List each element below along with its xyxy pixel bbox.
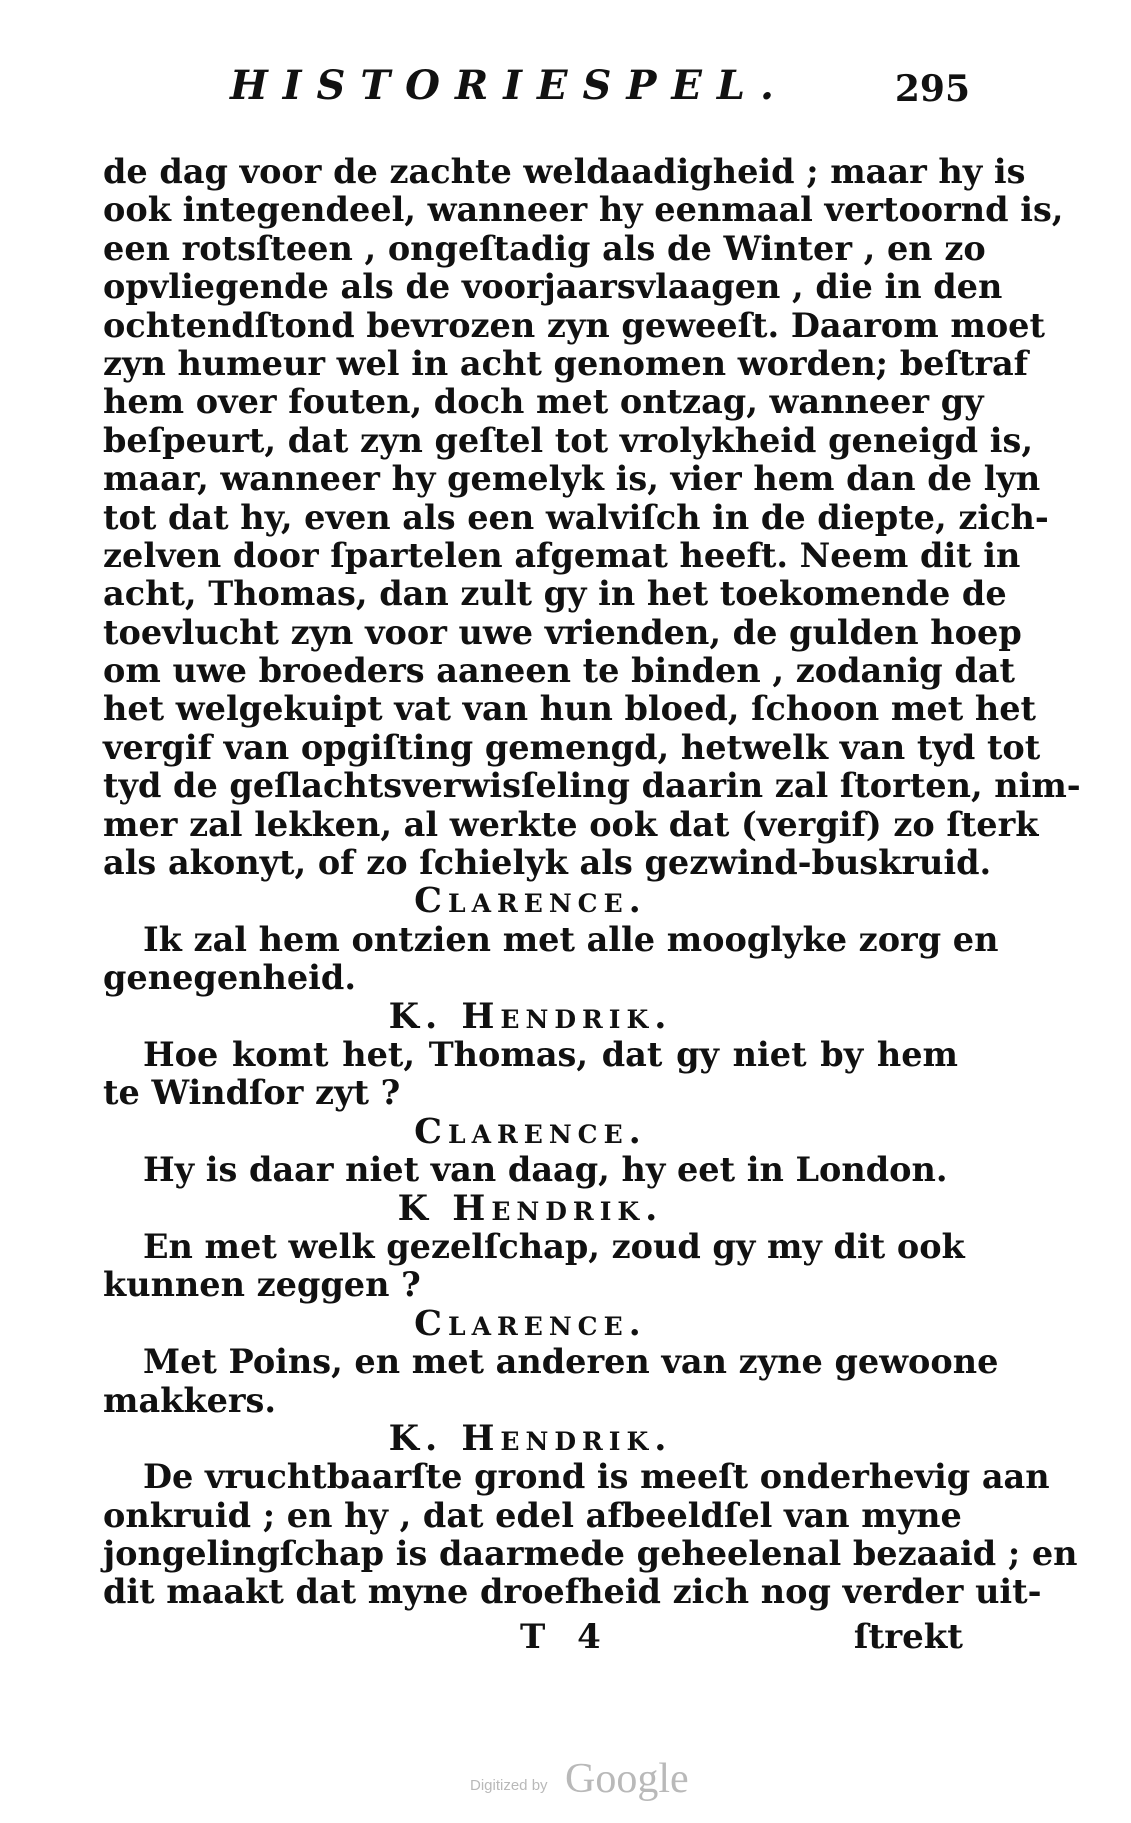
text-line: een rotsſteen , ongeſtadig als de Winter , en zo (103, 228, 986, 268)
text-line: als akonyt, of zo ſchielyk als gezwind-buskruid. (103, 843, 992, 883)
text-line: toevlucht zyn voor uwe vrienden, de gulden hoep (103, 612, 1022, 652)
text-line: tot dat hy, even als een walviſch in de diepte, zich- (103, 497, 1049, 537)
speaker-name: Clarence. (414, 1110, 647, 1152)
page-footer (103, 1617, 963, 1661)
text-line: acht, Thomas, dan zult gy in het toekomende de (103, 574, 1007, 614)
digitized-watermark (470, 1755, 730, 1805)
speaker-name: Clarence. (414, 1302, 647, 1344)
text-line: genegenheid. (103, 958, 356, 998)
text-line: dit maakt dat myne droefheid zich nog verder uit- (103, 1572, 1042, 1612)
speaker-name: K. Hendrik. (388, 995, 673, 1037)
text-line: vergif van opgiſting gemengd, hetwelk van tyd tot (103, 727, 1041, 767)
text-line: En met welk gezelſchap, zoud gy my dit ook (143, 1226, 965, 1266)
text-line: opvliegende als de voorjaarsvlaagen , die in den (103, 267, 1003, 307)
text-line: makkers. (103, 1380, 277, 1420)
text-line: tyd de geſlachtsverwisſeling daarin zal ſtorten, nim- (103, 766, 1081, 806)
google-logo-text: Google (565, 1756, 689, 1802)
text-block (103, 152, 1081, 1612)
signature-mark: T 4 (520, 1617, 611, 1657)
text-line: jongelingſchap is daarmede geheelenal bezaaid ; en (103, 1534, 1078, 1574)
running-title: HISTORIESPEL. (230, 62, 789, 109)
text-line: beſpeurt, dat zyn geſtel tot vrolykheid geneigd is, (103, 420, 1033, 460)
text-line: Ik zal hem ontzien met alle mooglyke zorg en (143, 919, 999, 959)
text-line: hem over fouten, doch met ontzag, wanneer gy (103, 382, 984, 422)
running-head (230, 62, 970, 122)
catchword: ſtrekt (853, 1617, 963, 1657)
text-line: kunnen zeggen ? (103, 1265, 421, 1305)
text-line: maar, wanneer hy gemelyk is, vier hem dan de lyn (103, 459, 1041, 499)
text-line: de dag voor de zachte weldaadigheid ; maar hy is (103, 152, 1026, 191)
text-line: om uwe broeders aaneen te binden , zodanig dat (103, 651, 1015, 691)
speaker-name: K Hendrik. (397, 1187, 664, 1229)
text-line: De vruchtbaarſte grond is meeſt onderhevig aan (143, 1457, 1050, 1497)
text-line: onkruid ; en hy , dat edel afbeeldſel van myne (103, 1495, 962, 1535)
text-line: zelven door ſpartelen afgemat heeft. Neem dit in (103, 535, 1021, 575)
text-line: ook integendeel, wanneer hy eenmaal vertoornd is, (103, 190, 1064, 230)
text-line: zyn humeur wel in acht genomen worden; beſtraf (103, 343, 1029, 383)
speaker-name: K. Hendrik. (388, 1417, 673, 1459)
text-line: ochtendſtond bevrozen zyn geweeſt. Daarom moet (103, 305, 1045, 345)
text-line: te Windſor zyt ? (103, 1073, 401, 1113)
text-line: het welgekuipt vat van hun bloed, ſchoon met het (103, 689, 1036, 729)
speaker-name: Clarence. (414, 880, 647, 922)
text-line: Hoe komt het, Thomas, dat gy niet by hem (143, 1034, 958, 1074)
watermark-small-text: Digitized by (470, 1777, 548, 1794)
text-line: Hy is daar niet van daag, hy eet in London. (143, 1150, 948, 1190)
text-line: Met Poins, en met anderen van zyne gewoone (143, 1342, 999, 1382)
text-line: mer zal lekken, al werkte ook dat (vergif) zo ſterk (103, 804, 1039, 844)
page-number: 295 (894, 68, 970, 110)
